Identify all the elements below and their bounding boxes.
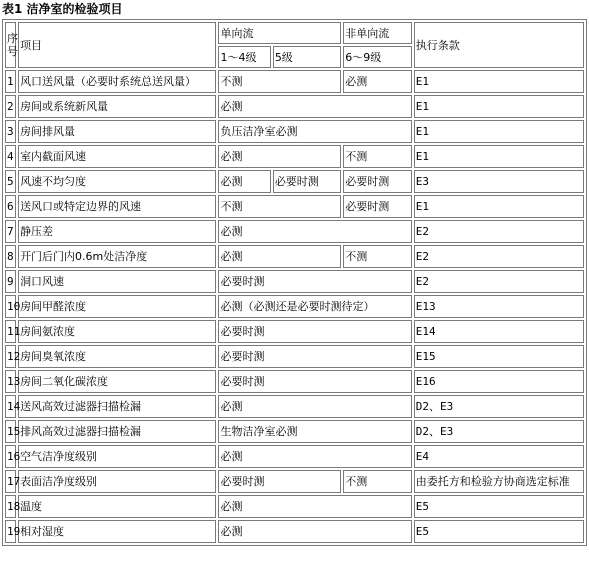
level-6-9-header: 6～9级 xyxy=(343,46,411,68)
row-item: 风速不均匀度 xyxy=(18,170,216,193)
row-number: 2 xyxy=(5,95,16,118)
row-item: 表面洁净度级别 xyxy=(18,470,216,493)
row-clause: E15 xyxy=(414,345,584,368)
row-number: 18 xyxy=(5,495,16,518)
row-number: 16 xyxy=(5,445,16,468)
row-number: 7 xyxy=(5,220,16,243)
table-row xyxy=(5,95,584,118)
row-requirement: 必测 xyxy=(218,520,411,543)
header-row xyxy=(5,22,584,44)
row-clause: E1 xyxy=(414,120,584,143)
row-requirement: 不测 xyxy=(343,145,411,168)
row-item: 室内截面风速 xyxy=(18,145,216,168)
row-item: 风口送风量（必要时系统总送风量） xyxy=(18,70,216,93)
row-number: 6 xyxy=(5,195,16,218)
row-requirement: 必要时测 xyxy=(218,270,411,293)
clause-header: 执行条款 xyxy=(414,22,584,68)
table-row xyxy=(5,270,584,293)
unidirectional-flow-header: 单向流 xyxy=(218,22,341,44)
row-number: 17 xyxy=(5,470,16,493)
row-item: 房间氨浓度 xyxy=(18,320,216,343)
row-number: 9 xyxy=(5,270,16,293)
row-item: 房间排风量 xyxy=(18,120,216,143)
row-number: 14 xyxy=(5,395,16,418)
table-row xyxy=(5,145,584,168)
table-title: 表1 洁净室的检验项目 xyxy=(2,2,123,16)
row-requirement: 必要时测 xyxy=(218,345,411,368)
table-row xyxy=(5,520,584,543)
row-requirement: 必要时测 xyxy=(343,170,411,193)
table-row xyxy=(5,245,584,268)
row-clause: E1 xyxy=(414,195,584,218)
row-requirement: 必测 xyxy=(218,220,411,243)
table-row xyxy=(5,370,584,393)
row-requirement: 必要时测 xyxy=(218,470,341,493)
table-row xyxy=(5,70,584,93)
row-requirement: 不测 xyxy=(218,70,341,93)
row-clause: D2、E3 xyxy=(414,420,584,443)
table-row xyxy=(5,195,584,218)
item-header: 项目 xyxy=(18,22,216,68)
row-clause: E1 xyxy=(414,95,584,118)
row-requirement: 负压洁净室必测 xyxy=(218,120,411,143)
row-requirement: 必测 xyxy=(218,245,341,268)
row-number: 1 xyxy=(5,70,16,93)
row-item: 静压差 xyxy=(18,220,216,243)
row-item: 房间二氧化碳浓度 xyxy=(18,370,216,393)
row-item: 房间臭氧浓度 xyxy=(18,345,216,368)
row-item: 房间甲醛浓度 xyxy=(18,295,216,318)
row-clause: E16 xyxy=(414,370,584,393)
row-requirement: 必测（必测还是必要时测待定） xyxy=(218,295,411,318)
row-number: 5 xyxy=(5,170,16,193)
row-requirement: 不测 xyxy=(218,195,341,218)
table-body xyxy=(5,70,584,543)
row-clause: E2 xyxy=(414,220,584,243)
row-requirement: 必测 xyxy=(218,145,341,168)
row-number: 12 xyxy=(5,345,16,368)
row-number: 11 xyxy=(5,320,16,343)
table-row xyxy=(5,170,584,193)
row-requirement: 必要时测 xyxy=(273,170,341,193)
row-requirement: 必测 xyxy=(218,95,411,118)
row-clause: D2、E3 xyxy=(414,395,584,418)
row-number: 3 xyxy=(5,120,16,143)
inspection-items-table xyxy=(2,19,587,546)
row-item: 开门后门内0.6m处洁净度 xyxy=(18,245,216,268)
row-number: 8 xyxy=(5,245,16,268)
row-clause: E5 xyxy=(414,495,584,518)
row-requirement: 必要时测 xyxy=(218,320,411,343)
row-requirement: 不测 xyxy=(343,245,411,268)
table-row xyxy=(5,395,584,418)
row-number: 15 xyxy=(5,420,16,443)
row-number: 13 xyxy=(5,370,16,393)
row-item: 房间或系统新风量 xyxy=(18,95,216,118)
row-requirement: 必测 xyxy=(218,495,411,518)
table-row xyxy=(5,495,584,518)
row-clause: E1 xyxy=(414,70,584,93)
row-clause: E13 xyxy=(414,295,584,318)
table-row xyxy=(5,470,584,493)
row-clause: E4 xyxy=(414,445,584,468)
row-clause: E1 xyxy=(414,145,584,168)
table-row xyxy=(5,445,584,468)
table-row xyxy=(5,295,584,318)
row-number: 4 xyxy=(5,145,16,168)
row-requirement: 必测 xyxy=(343,70,411,93)
row-clause: E14 xyxy=(414,320,584,343)
row-requirement: 生物洁净室必测 xyxy=(218,420,411,443)
row-requirement: 必测 xyxy=(218,395,411,418)
table-row xyxy=(5,220,584,243)
row-item: 排风高效过滤器扫描检漏 xyxy=(18,420,216,443)
row-requirement: 必要时测 xyxy=(343,195,411,218)
row-item: 送风高效过滤器扫描检漏 xyxy=(18,395,216,418)
row-item: 相对湿度 xyxy=(18,520,216,543)
row-item: 温度 xyxy=(18,495,216,518)
row-clause: E2 xyxy=(414,270,584,293)
row-number: 10 xyxy=(5,295,16,318)
row-item: 洞口风速 xyxy=(18,270,216,293)
row-requirement: 必测 xyxy=(218,170,270,193)
row-requirement: 不测 xyxy=(343,470,411,493)
row-item: 空气洁净度级别 xyxy=(18,445,216,468)
row-number: 19 xyxy=(5,520,16,543)
table-row xyxy=(5,320,584,343)
row-clause: E5 xyxy=(414,520,584,543)
level-1-4-header: 1～4级 xyxy=(218,46,270,68)
row-item: 送风口或特定边界的风速 xyxy=(18,195,216,218)
level-5-header: 5级 xyxy=(273,46,341,68)
non-unidirectional-flow-header: 非单向流 xyxy=(343,22,411,44)
table-row xyxy=(5,345,584,368)
row-clause: E2 xyxy=(414,245,584,268)
row-requirement: 必要时测 xyxy=(218,370,411,393)
seq-header: 序号 xyxy=(5,22,16,68)
row-requirement: 必测 xyxy=(218,445,411,468)
table-row xyxy=(5,120,584,143)
table-row xyxy=(5,420,584,443)
row-clause: 由委托方和检验方协商选定标准 xyxy=(414,470,584,493)
row-clause: E3 xyxy=(414,170,584,193)
